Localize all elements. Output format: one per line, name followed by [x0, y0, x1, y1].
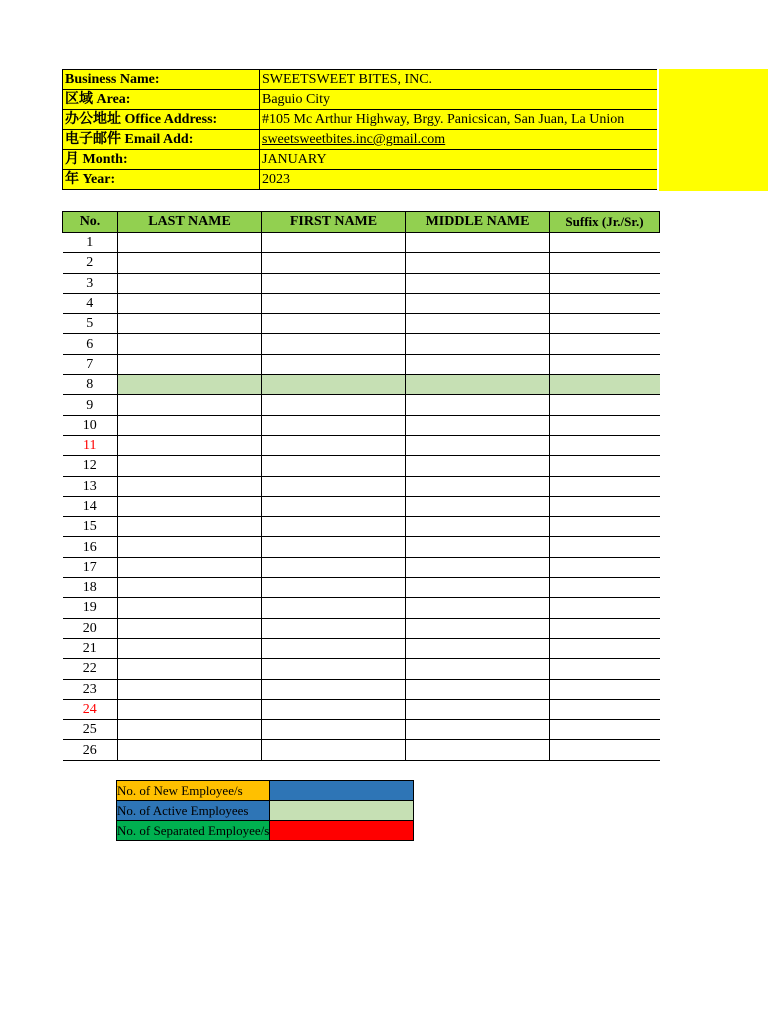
last-name-cell[interactable]	[118, 375, 262, 395]
last-name-cell[interactable]	[118, 720, 262, 740]
info-row-area	[63, 90, 658, 110]
legend-row	[117, 801, 414, 821]
first-name-cell[interactable]	[262, 435, 406, 455]
header-fill-band	[659, 69, 768, 191]
last-name-cell[interactable]	[118, 435, 262, 455]
table-row	[63, 456, 660, 476]
employee-roster-table	[62, 211, 660, 761]
suffix-cell[interactable]	[550, 557, 660, 577]
email-label: 电子邮件 Email Add:	[63, 130, 260, 150]
middle-name-cell[interactable]	[406, 435, 550, 455]
middle-name-cell[interactable]	[406, 375, 550, 395]
table-row	[63, 253, 660, 273]
middle-name-cell[interactable]	[406, 740, 550, 760]
middle-name-cell[interactable]	[406, 598, 550, 618]
suffix-cell[interactable]	[550, 618, 660, 638]
table-row	[63, 395, 660, 415]
middle-name-cell[interactable]	[406, 253, 550, 273]
last-name-cell[interactable]	[118, 293, 262, 313]
suffix-cell[interactable]	[550, 314, 660, 334]
suffix-cell[interactable]	[550, 476, 660, 496]
table-row	[63, 496, 660, 516]
last-name-cell[interactable]	[118, 476, 262, 496]
row-number: 14	[63, 496, 118, 516]
row-number: 22	[63, 659, 118, 679]
table-row	[63, 578, 660, 598]
middle-name-cell[interactable]	[406, 638, 550, 658]
suffix-cell[interactable]	[550, 720, 660, 740]
suffix-cell[interactable]	[550, 496, 660, 516]
suffix-cell[interactable]	[550, 293, 660, 313]
suffix-cell[interactable]	[550, 740, 660, 760]
last-name-cell[interactable]	[118, 537, 262, 557]
row-number: 3	[63, 273, 118, 293]
table-row	[63, 233, 660, 253]
last-name-cell[interactable]	[118, 314, 262, 334]
middle-name-cell[interactable]	[406, 233, 550, 253]
last-name-cell[interactable]	[118, 659, 262, 679]
roster-header-row	[63, 212, 660, 233]
table-row	[63, 740, 660, 760]
row-number: 25	[63, 720, 118, 740]
last-name-cell[interactable]	[118, 395, 262, 415]
suffix-cell[interactable]	[550, 699, 660, 719]
table-row	[63, 659, 660, 679]
first-name-cell[interactable]	[262, 537, 406, 557]
table-row	[63, 435, 660, 455]
column-header-middle-name: MIDDLE NAME	[406, 212, 550, 233]
first-name-cell[interactable]	[262, 699, 406, 719]
row-number: 9	[63, 395, 118, 415]
middle-name-cell[interactable]	[406, 557, 550, 577]
first-name-cell[interactable]	[262, 395, 406, 415]
legend-swatch	[270, 821, 414, 841]
table-row	[63, 618, 660, 638]
table-row	[63, 598, 660, 618]
suffix-cell[interactable]	[550, 435, 660, 455]
last-name-cell[interactable]	[118, 233, 262, 253]
last-name-cell[interactable]	[118, 557, 262, 577]
email-value[interactable]	[260, 130, 658, 150]
column-header-last-name: LAST NAME	[118, 212, 262, 233]
table-row	[63, 293, 660, 313]
last-name-cell[interactable]	[118, 456, 262, 476]
first-name-cell[interactable]	[262, 273, 406, 293]
info-row-email	[63, 130, 658, 150]
table-row	[63, 354, 660, 374]
last-name-cell[interactable]	[118, 618, 262, 638]
row-number: 11	[63, 435, 118, 455]
first-name-cell[interactable]	[262, 476, 406, 496]
first-name-cell[interactable]	[262, 375, 406, 395]
table-row	[63, 699, 660, 719]
legend-row	[117, 781, 414, 801]
first-name-cell[interactable]	[262, 598, 406, 618]
suffix-cell[interactable]	[550, 354, 660, 374]
suffix-cell[interactable]	[550, 456, 660, 476]
middle-name-cell[interactable]	[406, 334, 550, 354]
middle-name-cell[interactable]	[406, 679, 550, 699]
middle-name-cell[interactable]	[406, 517, 550, 537]
middle-name-cell[interactable]	[406, 578, 550, 598]
middle-name-cell[interactable]	[406, 618, 550, 638]
last-name-cell[interactable]	[118, 517, 262, 537]
middle-name-cell[interactable]	[406, 456, 550, 476]
middle-name-cell[interactable]	[406, 699, 550, 719]
business-info-table	[62, 69, 657, 190]
first-name-cell[interactable]	[262, 293, 406, 313]
first-name-cell[interactable]	[262, 638, 406, 658]
first-name-cell[interactable]	[262, 415, 406, 435]
email-link[interactable]: sweetsweetbites.inc@gmail.com	[262, 132, 446, 147]
last-name-cell[interactable]	[118, 598, 262, 618]
suffix-cell[interactable]	[550, 233, 660, 253]
row-number: 15	[63, 517, 118, 537]
table-row	[63, 334, 660, 354]
suffix-cell[interactable]	[550, 334, 660, 354]
office-address-label: 办公地址 Office Address:	[63, 110, 260, 130]
row-number: 20	[63, 618, 118, 638]
business-name-label: Business Name:	[63, 70, 260, 90]
row-number: 17	[63, 557, 118, 577]
last-name-cell[interactable]	[118, 740, 262, 760]
last-name-cell[interactable]	[118, 496, 262, 516]
suffix-cell[interactable]	[550, 273, 660, 293]
month-value[interactable]: JANUARY	[260, 150, 658, 170]
last-name-cell[interactable]	[118, 354, 262, 374]
row-number: 18	[63, 578, 118, 598]
middle-name-cell[interactable]	[406, 415, 550, 435]
suffix-cell[interactable]	[550, 415, 660, 435]
table-row	[63, 720, 660, 740]
table-row	[63, 375, 660, 395]
first-name-cell[interactable]	[262, 557, 406, 577]
business-name-value[interactable]: SWEETSWEET BITES, INC.	[260, 70, 658, 90]
table-row	[63, 273, 660, 293]
area-label: 区域 Area:	[63, 90, 260, 110]
middle-name-cell[interactable]	[406, 476, 550, 496]
row-number: 16	[63, 537, 118, 557]
middle-name-cell[interactable]	[406, 314, 550, 334]
month-label: 月 Month:	[63, 150, 260, 170]
row-number: 23	[63, 679, 118, 699]
middle-name-cell[interactable]	[406, 537, 550, 557]
suffix-cell[interactable]	[550, 679, 660, 699]
row-number: 26	[63, 740, 118, 760]
row-number: 1	[63, 233, 118, 253]
first-name-cell[interactable]	[262, 517, 406, 537]
row-number: 5	[63, 314, 118, 334]
first-name-cell[interactable]	[262, 740, 406, 760]
row-number: 21	[63, 638, 118, 658]
column-header-suffix: Suffix (Jr./Sr.)	[550, 212, 660, 233]
first-name-cell[interactable]	[262, 578, 406, 598]
row-number: 4	[63, 293, 118, 313]
legend-label: No. of New Employee/s	[117, 781, 270, 801]
row-number: 10	[63, 415, 118, 435]
last-name-cell[interactable]	[118, 415, 262, 435]
suffix-cell[interactable]	[550, 375, 660, 395]
row-number: 6	[63, 334, 118, 354]
table-row	[63, 415, 660, 435]
middle-name-cell[interactable]	[406, 720, 550, 740]
first-name-cell[interactable]	[262, 720, 406, 740]
column-header-first-name: FIRST NAME	[262, 212, 406, 233]
year-value[interactable]: 2023	[260, 170, 658, 190]
legend-row	[117, 821, 414, 841]
table-row	[63, 679, 660, 699]
last-name-cell[interactable]	[118, 699, 262, 719]
last-name-cell[interactable]	[118, 679, 262, 699]
info-row-year	[63, 170, 658, 190]
area-value[interactable]: Baguio City	[260, 90, 658, 110]
suffix-cell[interactable]	[550, 659, 660, 679]
first-name-cell[interactable]	[262, 354, 406, 374]
table-row	[63, 557, 660, 577]
last-name-cell[interactable]	[118, 253, 262, 273]
first-name-cell[interactable]	[262, 233, 406, 253]
legend-swatch	[270, 801, 414, 821]
table-row	[63, 517, 660, 537]
column-header-no: No.	[63, 212, 118, 233]
last-name-cell[interactable]	[118, 578, 262, 598]
suffix-cell[interactable]	[550, 253, 660, 273]
table-row	[63, 638, 660, 658]
employee-status-legend	[116, 780, 414, 841]
last-name-cell[interactable]	[118, 334, 262, 354]
roster-body	[63, 233, 660, 761]
first-name-cell[interactable]	[262, 253, 406, 273]
row-number: 24	[63, 699, 118, 719]
first-name-cell[interactable]	[262, 334, 406, 354]
legend-label: No. of Separated Employee/s	[117, 821, 270, 841]
info-row-business-name	[63, 70, 658, 90]
row-number: 19	[63, 598, 118, 618]
suffix-cell[interactable]	[550, 395, 660, 415]
last-name-cell[interactable]	[118, 638, 262, 658]
first-name-cell[interactable]	[262, 456, 406, 476]
first-name-cell[interactable]	[262, 618, 406, 638]
suffix-cell[interactable]	[550, 537, 660, 557]
suffix-cell[interactable]	[550, 638, 660, 658]
legend-label: No. of Active Employees	[117, 801, 270, 821]
last-name-cell[interactable]	[118, 273, 262, 293]
suffix-cell[interactable]	[550, 578, 660, 598]
legend-swatch	[270, 781, 414, 801]
first-name-cell[interactable]	[262, 314, 406, 334]
first-name-cell[interactable]	[262, 659, 406, 679]
row-number: 12	[63, 456, 118, 476]
info-row-month	[63, 150, 658, 170]
row-number: 2	[63, 253, 118, 273]
table-row	[63, 537, 660, 557]
row-number: 8	[63, 375, 118, 395]
office-address-value[interactable]: #105 Mc Arthur Highway, Brgy. Panicsican, San Juan, La Union	[260, 110, 658, 130]
middle-name-cell[interactable]	[406, 354, 550, 374]
middle-name-cell[interactable]	[406, 659, 550, 679]
table-row	[63, 314, 660, 334]
row-number: 7	[63, 354, 118, 374]
middle-name-cell[interactable]	[406, 293, 550, 313]
first-name-cell[interactable]	[262, 679, 406, 699]
first-name-cell[interactable]	[262, 496, 406, 516]
middle-name-cell[interactable]	[406, 496, 550, 516]
info-row-office-address	[63, 110, 658, 130]
row-number: 13	[63, 476, 118, 496]
suffix-cell[interactable]	[550, 598, 660, 618]
year-label: 年 Year:	[63, 170, 260, 190]
suffix-cell[interactable]	[550, 517, 660, 537]
middle-name-cell[interactable]	[406, 273, 550, 293]
middle-name-cell[interactable]	[406, 395, 550, 415]
table-row	[63, 476, 660, 496]
